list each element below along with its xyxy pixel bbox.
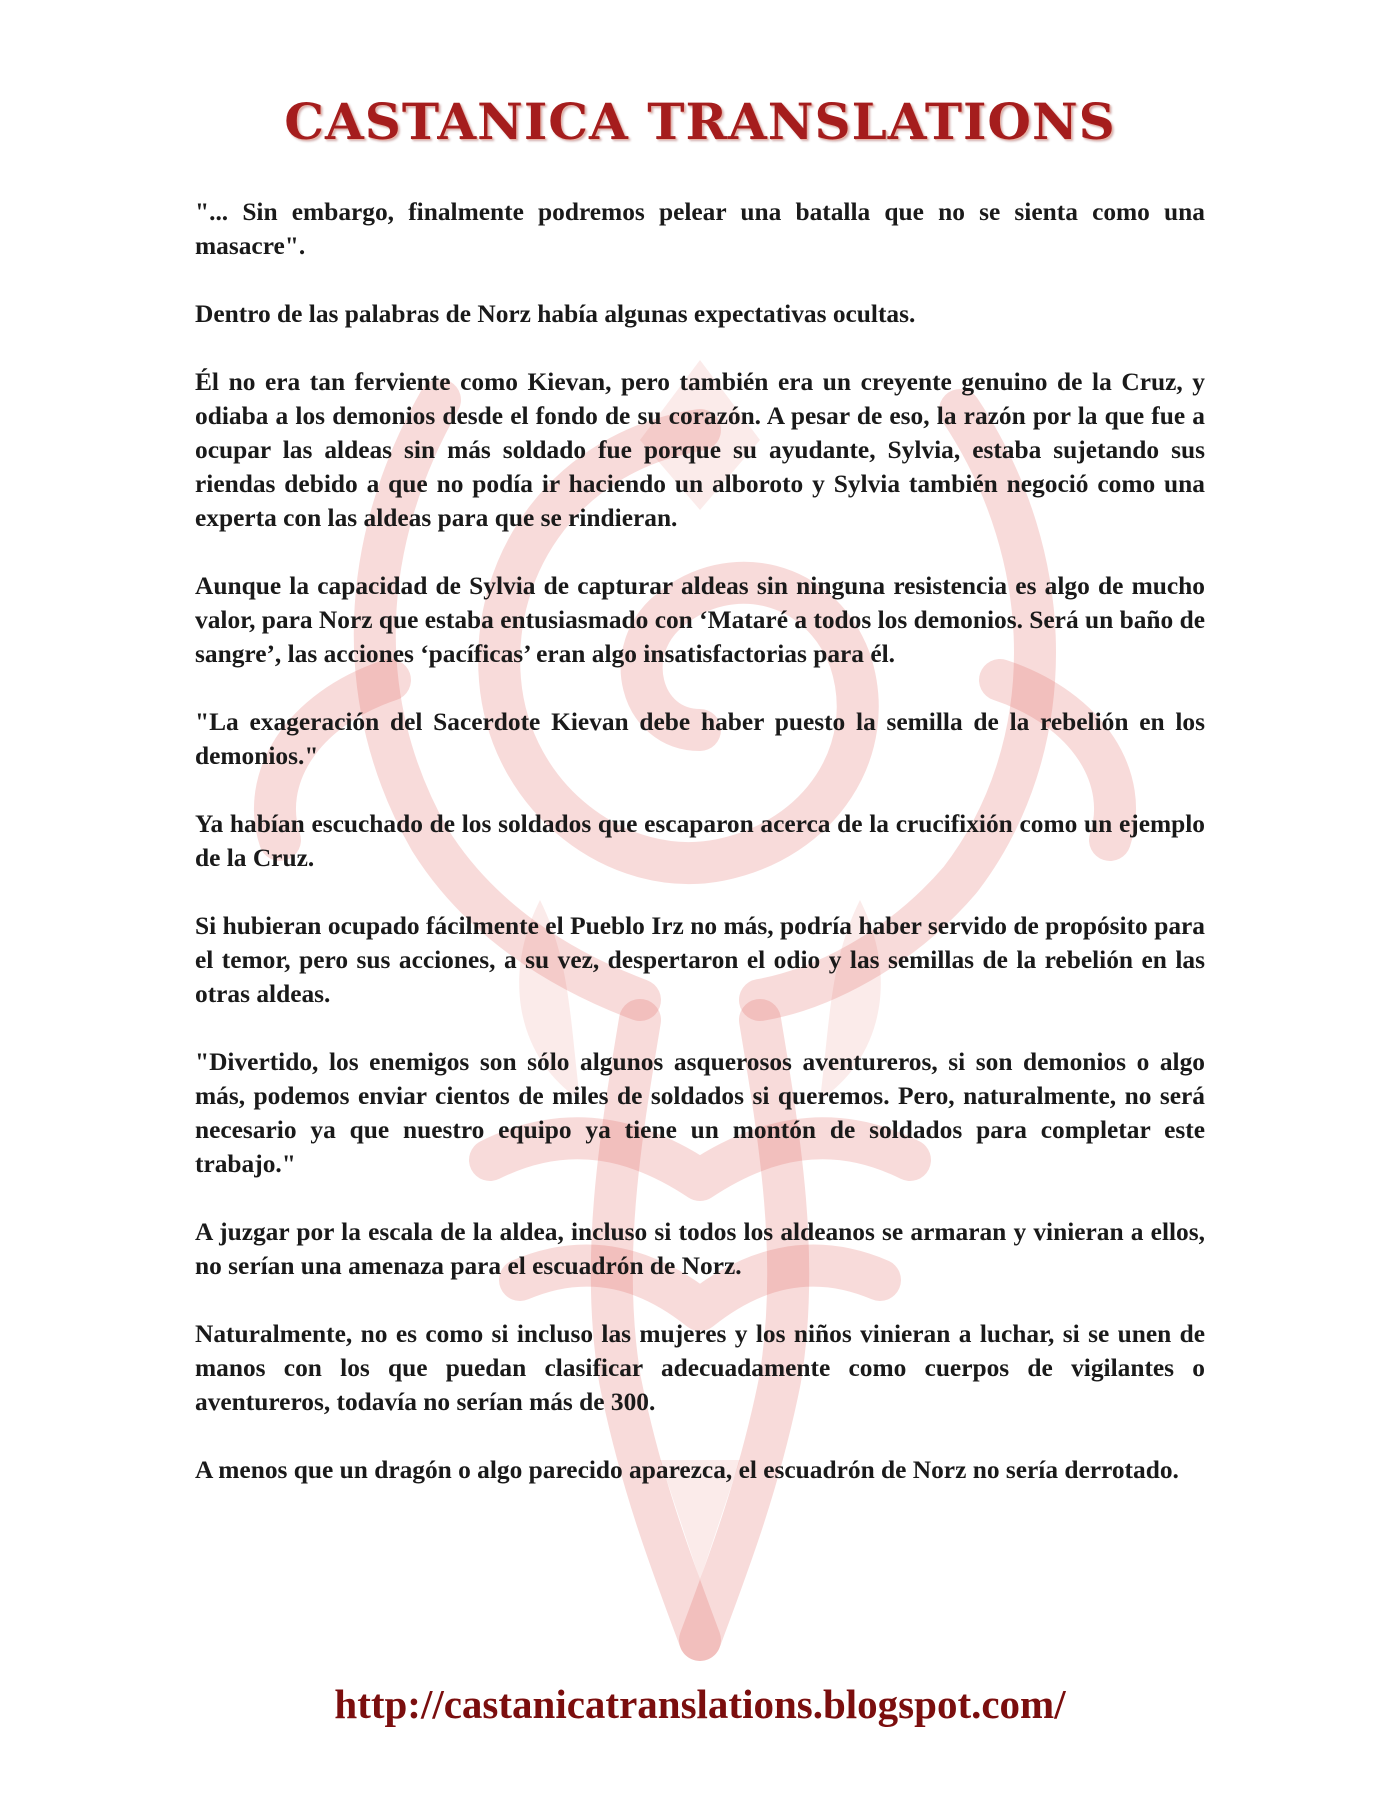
paragraph: Aunque la capacidad de Sylvia de capturar aldeas sin ninguna resistencia es algo de mucho valor, para Norz que estaba entusiasmado con ‘Mataré a todos los demonios. Será un baño de sangre’, las acciones ‘pacíficas’ eran algo insatisfactorias para él. [195,572,1205,668]
page-title: CASTANICA TRANSLATIONS [284,92,1116,151]
paragraph: Naturalmente, no es como si incluso las mujeres y los niños vinieran a luchar, si se unen de manos con los que puedan clasificar adecuadamente como cuerpos de vigilantes o aventureros, todavía no serían más de 300. [195,1320,1205,1416]
paragraph: "Divertido, los enemigos son sólo algunos asquerosos aventureros, si son demonios o algo más, podemos enviar cientos de miles de soldados si queremos. Pero, naturalmente, no será necesario ya que nuestro equipo ya tiene un montón de soldados para completar este trabajo." [195,1048,1205,1178]
paragraph: "La exageración del Sacerdote Kievan debe haber puesto la semilla de la rebelión en los demonios." [195,708,1205,770]
paragraph: "... Sin embargo, finalmente podremos pelear una batalla que no se sienta como una masacre". [195,198,1205,260]
paragraph: A juzgar por la escala de la aldea, incluso si todos los aldeanos se armaran y vinieran a ellos, no serían una amenaza para el escuadrón de Norz. [195,1218,1205,1280]
paragraph: Ya habían escuchado de los soldados que escaparon acerca de la crucifixión como un ejemplo de la Cruz. [195,810,1205,872]
paragraph: Él no era tan ferviente como Kievan, pero también era un creyente genuino de la Cruz, y odiaba a los demonios desde el fondo de su corazón. A pesar de eso, la razón por la que fue a ocupar las aldeas sin más soldado fue porque su ayudante, Sylvia, estaba sujetando sus riendas debido a que no podía ir haciendo un alboroto y Sylvia también negoció como una experta con las aldeas para que se rindieran. [195,368,1205,532]
blog-link[interactable]: http://castanicatranslations.blogspot.com/ [334,1681,1066,1727]
paragraph: Dentro de las palabras de Norz había algunas expectativas ocultas. [195,300,916,328]
document-body [195,195,1205,1521]
paragraph: Si hubieran ocupado fácilmente el Pueblo Irz no más, podría haber servido de propósito para el temor, pero sus acciones, a su vez, despertaron el odio y las semillas de la rebelión en las otras aldeas. [195,912,1205,1008]
paragraph: A menos que un dragón o algo parecido aparezca, el escuadrón de Norz no sería derrotado. [195,1456,1179,1484]
footer-url [0,1680,1400,1728]
